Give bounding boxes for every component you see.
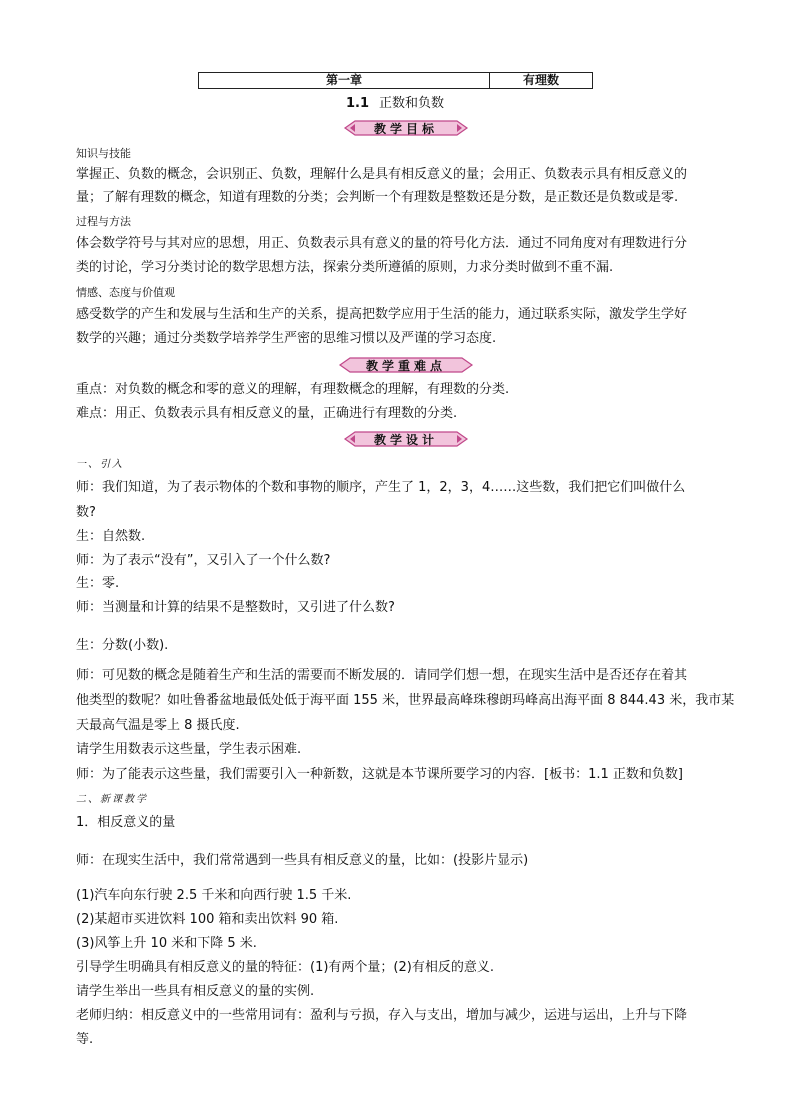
dialogue-line: 生：自然数. (76, 529, 146, 544)
list-item: (3)风筝上升 10 米和下降 5 米. (76, 936, 257, 951)
chapter-header-table (198, 72, 593, 89)
difficult-point: 难点：用正、负数表示具有相反意义的量，正确进行有理数的分类. (76, 406, 458, 421)
banner-label: 教学设计 (373, 432, 438, 447)
dialogue-line: 师：在现实生活中，我们常常遇到一些具有相反意义的量，比如：(投影片显示) (76, 853, 529, 868)
section-title (0, 96, 790, 112)
design-heading-intro: 一、引入 (76, 459, 124, 470)
dialogue-line: 他类型的数呢？如吐鲁番盆地最低处低于海平面 155 米，世界最高峰珠穆朗玛峰高出海平面 8 844.43 米，我市某 (76, 693, 735, 708)
dialogue-line: 天最高气温是零上 8 摄氏度. (76, 718, 240, 733)
dialogue-line: 师：我们知道，为了表示物体的个数和事物的顺序，产生了 1，2，3，4……这些数，我们把它们叫做什么 (76, 480, 686, 495)
dialogue-line: 师：为了能表示这些量，我们需要引入一种新数，这就是本节课所要学习的内容．[板书：1.1 正数和负数] (76, 767, 683, 782)
paragraph: 类的讨论，学习分类讨论的数学思想方法，探索分类所遵循的原则，力求分类时做到不重不漏. (76, 260, 614, 275)
list-item: (1)汽车向东行驶 2.5 千米和向西行驶 1.5 千米. (76, 888, 352, 903)
paragraph: 数学的兴趣；通过分类数学培养学生严密的思维习惯以及严谨的学习态度. (76, 331, 497, 346)
banner-label: 教学目标 (373, 121, 438, 136)
list-item: (2)某超市买进饮料 100 箱和卖出饮料 90 箱. (76, 912, 339, 927)
topic-label: 有理数 (522, 73, 559, 87)
dialogue-line: 生：零. (76, 576, 120, 591)
section-name: 正数和负数 (379, 96, 445, 111)
paragraph: 体会数学符号与其对应的思想，用正、负数表示具有意义的量的符号化方法．通过不同角度对有理数进行分 (76, 236, 688, 251)
dialogue-line: 请学生举出一些具有相反意义的量的实例. (76, 984, 315, 999)
banner-key-difficult-points (336, 356, 476, 374)
dialogue-line: 数? (76, 505, 96, 520)
paragraph: 量；了解有理数的概念，知道有理数的分类；会判断一个有理数是整数还是分数，是正数还是负数或是零. (76, 190, 679, 205)
design-heading-new-lesson: 二、新课教学 (76, 794, 148, 805)
objective-heading-2: 过程与方法 (76, 215, 131, 228)
dialogue-line: 等. (76, 1032, 94, 1047)
dialogue-line: 师：为了表示“没有”，又引入了一个什么数? (76, 553, 331, 568)
section-number: 1.1 (345, 96, 369, 111)
objective-heading-3: 情感、态度与价值观 (76, 286, 175, 299)
dialogue-line: 老师归纳：相反意义中的一些常用词有：盈利与亏损，存入与支出，增加与减少，运进与运出，上升与下降 (76, 1008, 688, 1023)
dialogue-line: 引导学生明确具有相反意义的量的特征：(1)有两个量；(2)有相反的意义. (76, 960, 494, 975)
dialogue-line: 师：可见数的概念是随着生产和生活的需要而不断发展的．请同学们想一想，在现实生活中是否还存在着其 (76, 668, 688, 683)
subheading: 1．相反意义的量 (76, 815, 176, 830)
dialogue-line: 生：分数(小数). (76, 638, 169, 653)
dialogue-line: 师：当测量和计算的结果不是整数时，又引进了什么数? (76, 600, 395, 615)
dialogue-line: 请学生用数表示这些量，学生表示困难. (76, 742, 302, 757)
banner-teaching-objectives (341, 119, 471, 137)
banner-teaching-design (341, 430, 471, 448)
objective-heading-1: 知识与技能 (76, 147, 131, 160)
paragraph: 掌握正、负数的概念，会识别正、负数，理解什么是具有相反意义的量；会用正、负数表示具有相反意义的 (76, 167, 688, 182)
banner-label: 教学重难点 (365, 358, 446, 373)
chapter-label: 第一章 (199, 73, 490, 88)
key-point: 重点：对负数的概念和零的意义的理解，有理数概念的理解，有理数的分类. (76, 382, 510, 397)
paragraph: 感受数学的产生和发展与生活和生产的关系，提高把数学应用于生活的能力，通过联系实际，激发学生学好 (76, 307, 688, 322)
